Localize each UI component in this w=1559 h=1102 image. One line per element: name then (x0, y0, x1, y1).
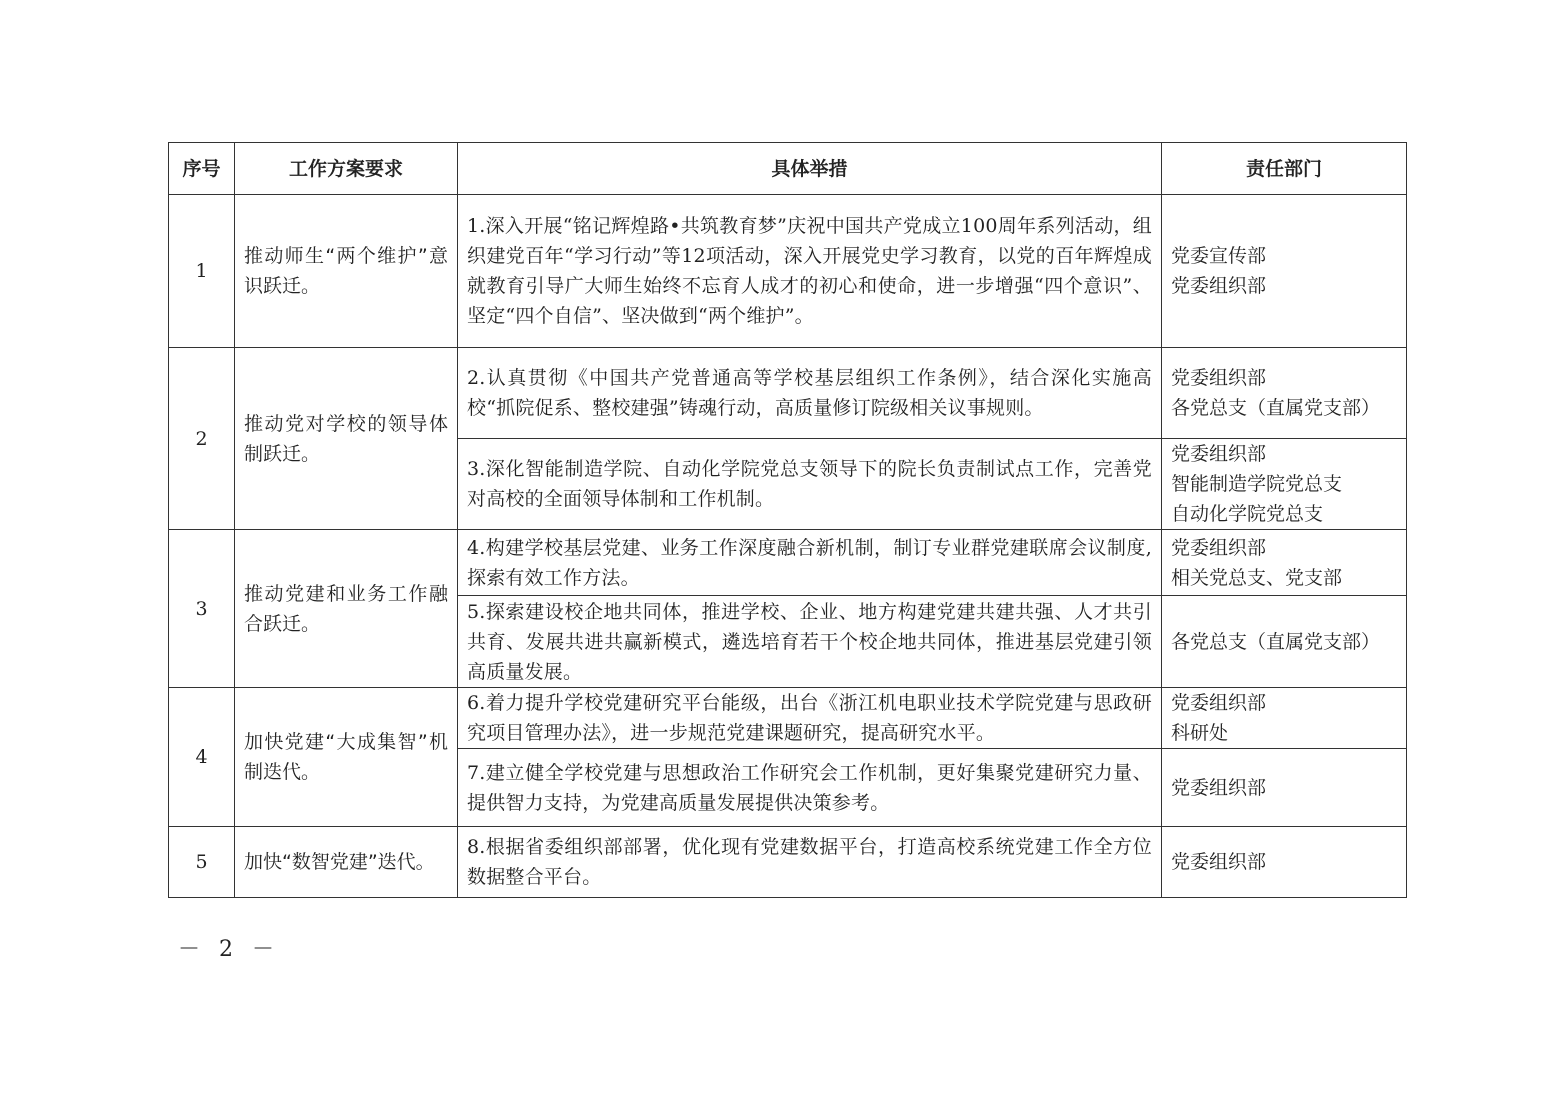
header-seq: 序号 (169, 143, 235, 195)
table-header-row (169, 143, 1407, 195)
department-cell: 党委宣传部 党委组织部 (1162, 195, 1407, 348)
measure-text: 6.着力提升学校党建研究平台能级，出台《浙江机电职业技术学院党建与思政研究项目管理办法》，进一步规范党建课题研究，提高研究水平。 (458, 688, 1162, 749)
row-seq: 4 (169, 688, 235, 827)
measure-text: 8.根据省委组织部部署，优化现有党建数据平台，打造高校系统党建工作全方位数据整合平台。 (458, 827, 1162, 898)
table-row (169, 688, 1407, 749)
work-plan-table (168, 142, 1407, 898)
header-measures: 具体举措 (458, 143, 1162, 195)
row-requirement: 推动师生“两个维护”意识跃迁。 (235, 195, 458, 348)
department-cell: 党委组织部 (1162, 749, 1407, 827)
measure-text: 1.深入开展“铭记辉煌路•共筑教育梦”庆祝中国共产党成立100周年系列活动，组织建党百年“学习行动”等12项活动，深入开展党史学习教育，以党的百年辉煌成就教育引导广大师生始终不忘育人成才的初心和使命，进一步增强“四个意识”、坚定“四个自信”、坚决做到“两个维护”。 (458, 195, 1162, 348)
row-requirement: 加快“数智党建”迭代。 (235, 827, 458, 898)
measure-text: 7.建立健全学校党建与思想政治工作研究会工作机制，更好集聚党建研究力量、提供智力支持，为党建高质量发展提供决策参考。 (458, 749, 1162, 827)
measure-text: 3.深化智能制造学院、自动化学院党总支领导下的院长负责制试点工作，完善党对高校的全面领导体制和工作机制。 (458, 439, 1162, 530)
row-seq: 1 (169, 195, 235, 348)
row-requirement: 推动党建和业务工作融合跃迁。 (235, 530, 458, 688)
row-requirement: 加快党建“大成集智”机制迭代。 (235, 688, 458, 827)
table-row (169, 530, 1407, 596)
measure-text: 4.构建学校基层党建、业务工作深度融合新机制，制订专业群党建联席会议制度,探索有效工作方法。 (458, 530, 1162, 596)
row-requirement: 推动党对学校的领导体制跃迁。 (235, 348, 458, 530)
header-requirement: 工作方案要求 (235, 143, 458, 195)
department-cell: 党委组织部 各党总支（直属党支部） (1162, 348, 1407, 439)
department-cell: 党委组织部 相关党总支、党支部 (1162, 530, 1407, 596)
row-seq: 2 (169, 348, 235, 530)
department-cell: 党委组织部 科研处 (1162, 688, 1407, 749)
table-row (169, 348, 1407, 439)
row-seq: 5 (169, 827, 235, 898)
row-seq: 3 (169, 530, 235, 688)
department-cell: 党委组织部 智能制造学院党总支 自动化学院党总支 (1162, 439, 1407, 530)
measure-text: 5.探索建设校企地共同体，推进学校、企业、地方构建党建共建共强、人才共引共育、发展共进共赢新模式，遴选培育若干个校企地共同体，推进基层党建引领高质量发展。 (458, 596, 1162, 688)
table-row (169, 195, 1407, 348)
page-number: － 2 － (178, 937, 280, 962)
measure-text: 2.认真贯彻《中国共产党普通高等学校基层组织工作条例》，结合深化实施高校“抓院促系、整校建强”铸魂行动，高质量修订院级相关议事规则。 (458, 348, 1162, 439)
department-cell: 党委组织部 (1162, 827, 1407, 898)
table-row (169, 827, 1407, 898)
department-cell: 各党总支（直属党支部） (1162, 596, 1407, 688)
header-department: 责任部门 (1162, 143, 1407, 195)
